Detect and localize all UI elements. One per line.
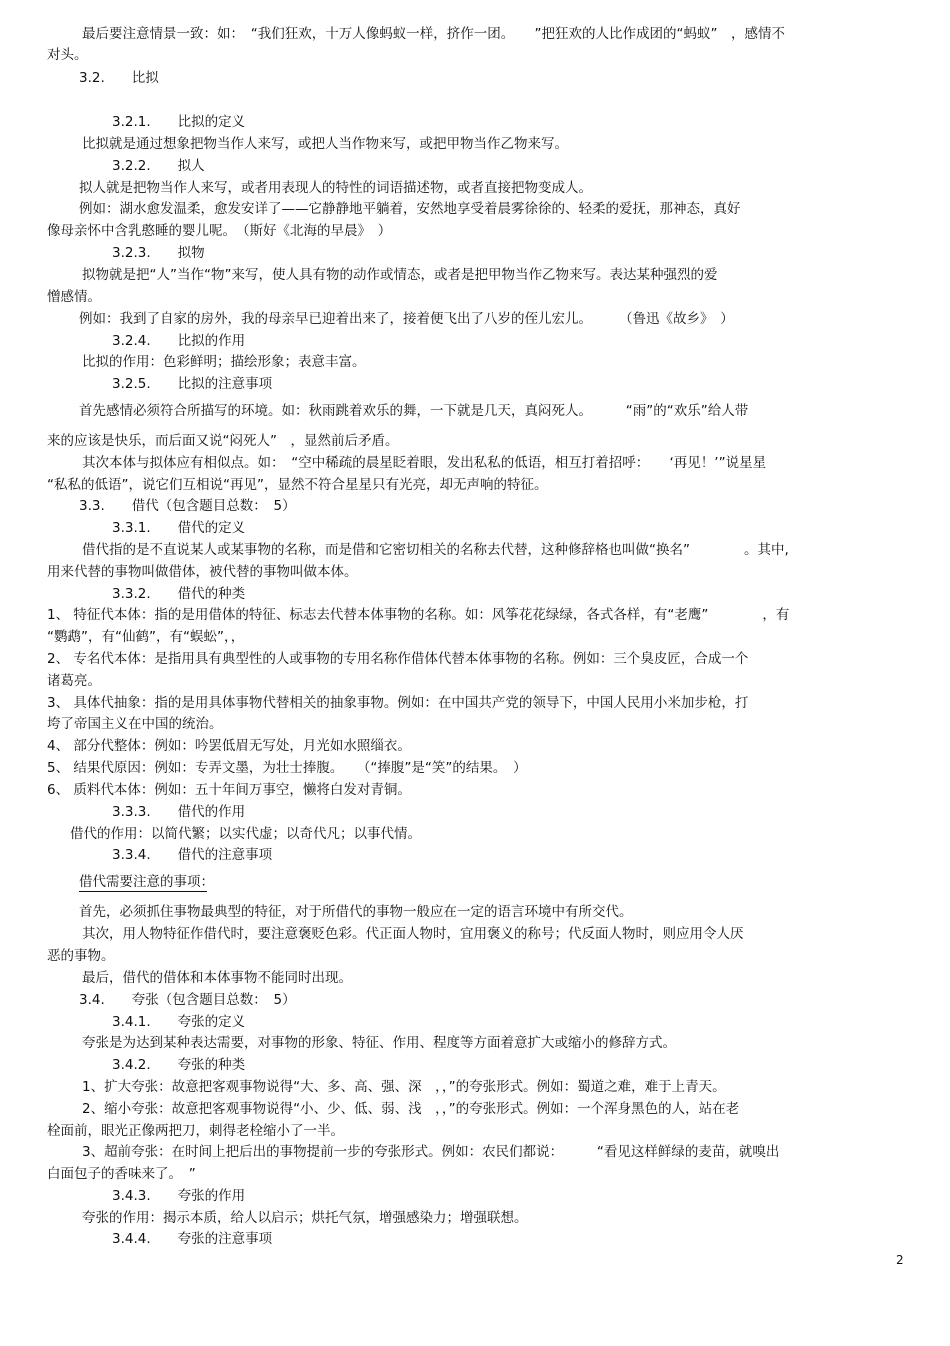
list-item: 1、扩大夸张：故意把客观事物说得“大、多、高、强、深 ，，”的夸张形式。例如：蜀道之难，难于上青天。 xyxy=(82,1079,726,1095)
text-line: 像母亲怀中含乳憨睡的婴儿呢。 （斯好《北海的早晨》 ） xyxy=(47,223,392,239)
subsection-heading: 3.2.1. 比拟的定义 xyxy=(112,114,246,130)
text-line: 栓面前，眼光正像两把刀，刺得老栓缩小了一半。 xyxy=(47,1123,344,1139)
text-line: 首先感情必须符合所描写的环境。如：秋雨跳着欢乐的舞，一下就是几天，真闷死人。 “雨”的“欢乐”给人带 xyxy=(79,403,749,419)
text-line: 拟物就是把“人”当作“物”来写，使人具有物的动作或情态，或者是把甲物当作乙物来写。表达某种强烈的爱 xyxy=(82,267,718,283)
subsection-heading: 3.3.3. 借代的作用 xyxy=(112,804,246,820)
text-line: 比拟的作用：色彩鲜明；描绘形象；表意丰富。 xyxy=(82,354,366,370)
section-heading: 3.3. 借代（包含题目总数： 5） xyxy=(79,498,296,514)
list-item: 1、 特征代本体：指的是用借体的特征、标志去代替本体事物的名称。如：风筝花花绿绿，各式各样，有“老鹰” ，有 xyxy=(47,607,790,623)
underlined-text: 借代需要注意的事项： xyxy=(79,874,208,890)
text-line: 白面包子的香味来了。 ” xyxy=(47,1166,196,1182)
text-line: 拟人就是把物当作人来写，或者用表现人的特性的词语描述物，或者直接把物变成人。 xyxy=(79,180,592,196)
list-item: 3、超前夸张：在时间上把后出的事物提前一步的夸张形式。例如：农民们都说： “看见这样鲜绿的麦苗，就嗅出 xyxy=(82,1144,780,1160)
text-line: 比拟就是通过想象把物当作人来写，或把人当作物来写，或把甲物当作乙物来写。 xyxy=(82,136,568,152)
section-heading: 3.2. 比拟 xyxy=(79,70,159,86)
text-line: 对头。 xyxy=(47,47,88,63)
text-line: 例如：我到了自家的房外，我的母亲早已迎着出来了，接着便飞出了八岁的侄儿宏儿。 （鲁迅《故乡》 ） xyxy=(79,311,734,327)
list-item: 2、缩小夸张：故意把客观事物说得“小、少、低、弱、浅 ，，”的夸张形式。例如：一个浑身黑色的人，站在老 xyxy=(82,1101,740,1117)
text-line: 借代指的是不直说某人或某事物的名称，而是借和它密切相关的名称去代替，这种修辞格也叫做“换名” 。其中, xyxy=(82,542,789,558)
subsection-heading: 3.3.1. 借代的定义 xyxy=(112,520,246,536)
text-line: 其次本体与拟体应有相似点。如： “空中稀疏的晨星眨着眼，发出私私的低语，相互打着招呼： ‘再见！’”说星星 xyxy=(82,455,767,471)
list-item: 4、 部分代整体：例如：吟罢低眉无写处，月光如水照缁衣。 xyxy=(47,738,411,754)
subsection-heading: 3.4.2. 夸张的种类 xyxy=(112,1057,246,1073)
subsection-heading: 3.4.1. 夸张的定义 xyxy=(112,1014,246,1030)
section-heading: 3.4. 夸张（包含题目总数： 5） xyxy=(79,992,296,1008)
subsection-heading: 3.2.2. 拟人 xyxy=(112,158,205,174)
subsection-heading: 3.3.4. 借代的注意事项 xyxy=(112,847,273,863)
subsection-heading: 3.4.3. 夸张的作用 xyxy=(112,1188,246,1204)
subsection-heading: 3.2.4. 比拟的作用 xyxy=(112,333,246,349)
subsection-heading: 3.2.5. 比拟的注意事项 xyxy=(112,376,273,392)
text-line: “私私的低语”，说它们互相说“再见”，显然不符合星星只有光亮，却无声响的特征。 xyxy=(47,477,548,493)
text-line: 垮了帝国主义在中国的统治。 xyxy=(47,716,223,732)
text-line: 借代的作用：以简代繁；以实代虚；以奇代凡；以事代情。 xyxy=(70,826,421,842)
page-number: 2 xyxy=(896,1253,904,1267)
text-line: “鹦鹉”，有“仙鹤”，有“蜈蚣”，， xyxy=(47,629,245,645)
list-item: 3、 具体代抽象：指的是用具体事物代替相关的抽象事物。例如：在中国共产党的领导下，中国人民用小米加步枪，打 xyxy=(47,695,749,711)
list-item: 5、 结果代原因：例如：专弄文墨，为壮士捧腹。 （“捧腹”是“笑”的结果。 ） xyxy=(47,760,527,776)
subsection-heading: 3.4.4. 夸张的注意事项 xyxy=(112,1231,273,1247)
list-item: 6、 质料代本体：例如：五十年间万事空，懒将白发对青铜。 xyxy=(47,782,411,798)
text-line: 诸葛亮。 xyxy=(47,673,101,689)
subsection-heading: 3.2.3. 拟物 xyxy=(112,245,205,261)
text-line: 首先，必须抓住事物最典型的特征，对于所借代的事物一般应在一定的语言环境中有所交代。 xyxy=(79,904,633,920)
list-item: 2、 专名代本体：是指用具有典型性的人或事物的专用名称作借体代替本体事物的名称。例如：三个臭皮匠，合成一个 xyxy=(47,651,749,667)
text-line: 夸张是为达到某种表达需要，对事物的形象、特征、作用、程度等方面着意扩大或缩小的修辞方式。 xyxy=(82,1035,676,1051)
text-line: 恶的事物。 xyxy=(47,948,115,964)
text-line: 憎感情。 xyxy=(47,289,101,305)
text-line: 最后要注意情景一致：如： “我们狂欢，十万人像蚂蚁一样，挤作一团。 ”把狂欢的人比作成团的“蚂蚁” ，感情不 xyxy=(82,26,785,42)
text-line: 最后，借代的借体和本体事物不能同时出现。 xyxy=(82,970,352,986)
text-line: 夸张的作用：揭示本质，给人以启示；烘托气氛，增强感染力；增强联想。 xyxy=(82,1210,528,1226)
text-line: 其次，用人物特征作借代时，要注意褒贬色彩。代正面人物时，宜用褒义的称号；代反面人物时，则应用令人厌 xyxy=(82,926,744,942)
text-line: 例如：湖水愈发温柔，愈发安详了——它静静地平躺着，安然地享受着晨雾徐徐的、轻柔的爱抚，那神态，真好 xyxy=(79,201,741,217)
text-line: 用来代替的事物叫做借体，被代替的事物叫做本体。 xyxy=(47,564,358,580)
text-line: 来的应该是快乐，而后面又说“闷死人” ，显然前后矛盾。 xyxy=(47,433,399,449)
subsection-heading: 3.3.2. 借代的种类 xyxy=(112,586,246,602)
underlined-heading xyxy=(79,873,221,891)
